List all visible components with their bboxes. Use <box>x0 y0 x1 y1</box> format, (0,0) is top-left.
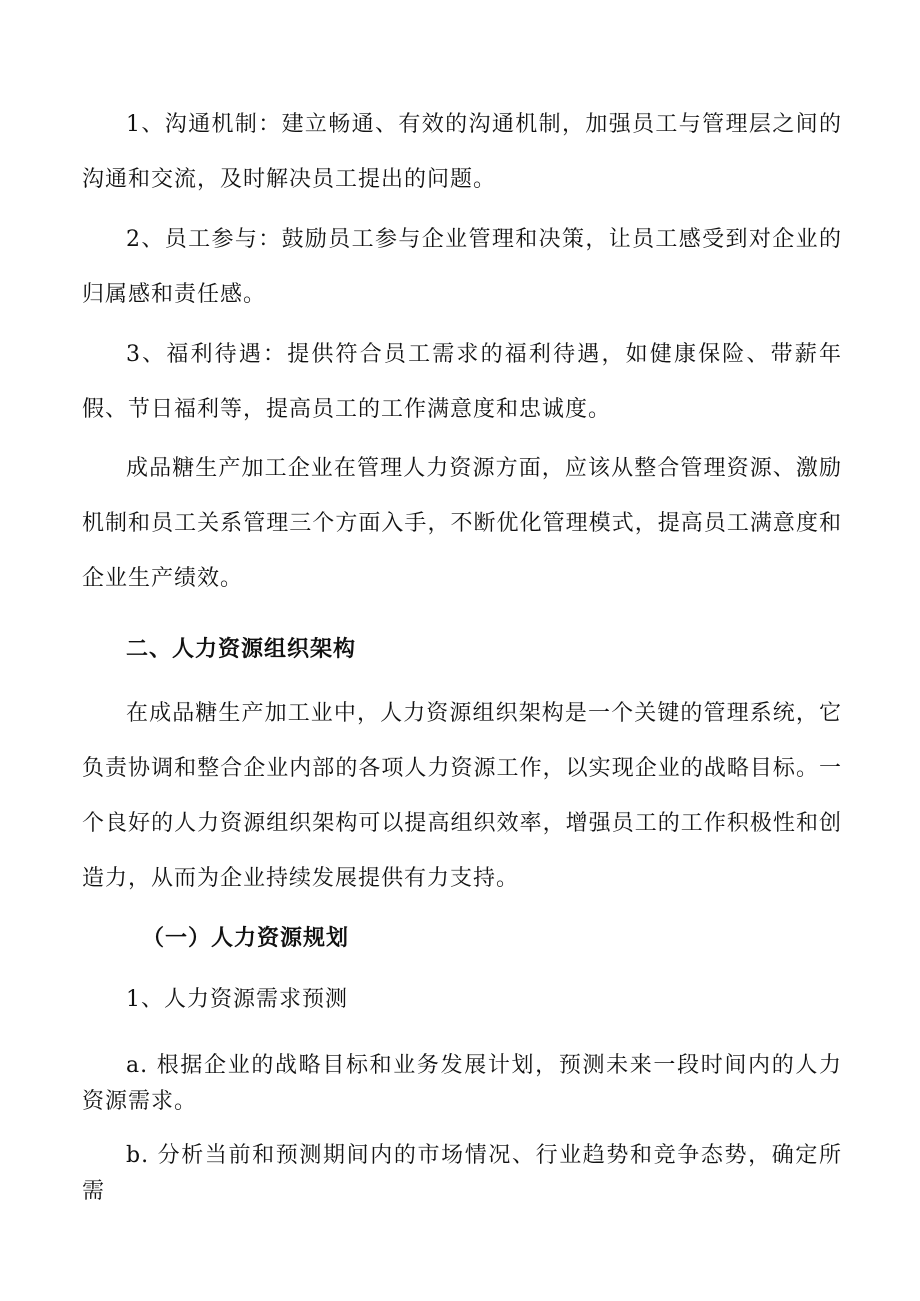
paragraph-item-a: a. 根据企业的战略目标和业务发展计划，预测未来一段时间内的人力资源需求。 <box>82 1053 842 1114</box>
paragraph-item-b: b. 分析当前和预测期间内的市场情况、行业趋势和竞争态势，确定所需 <box>82 1143 842 1204</box>
paragraph-benefits: 3、福利待遇：提供符合员工需求的福利待遇，如健康保险、带薪年假、节日福利等，提高员工的工作满意度和忠诚度。 <box>82 342 842 422</box>
paragraph-communication: 1、沟通机制：建立畅通、有效的沟通机制，加强员工与管理层之间的沟通和交流，及时解决员工提出的问题。 <box>82 112 842 192</box>
paragraph-org-structure: 在成品糖生产加工业中，人力资源组织架构是一个关键的管理系统，它负责协调和整合企业内部的各项人力资源工作，以实现企业的战略目标。一个良好的人力资源组织架构可以提高组织效率，增强员工的工作积极性和创造力，从而为企业持续发展提供有力支持。 <box>82 701 842 891</box>
paragraph-summary: 成品糖生产加工企业在管理人力资源方面，应该从整合管理资源、激励机制和员工关系管理三个方面入手，不断优化管理模式，提高员工满意度和企业生产绩效。 <box>82 456 842 591</box>
section-heading: 二、人力资源组织架构 <box>126 637 357 662</box>
list-item-demand-forecast: 1、人力资源需求预测 <box>126 987 348 1012</box>
paragraph-participation: 2、员工参与：鼓励员工参与企业管理和决策，让员工感受到对企业的归属感和责任感。 <box>82 227 842 307</box>
subsection-heading: （一）人力资源规划 <box>142 925 350 951</box>
